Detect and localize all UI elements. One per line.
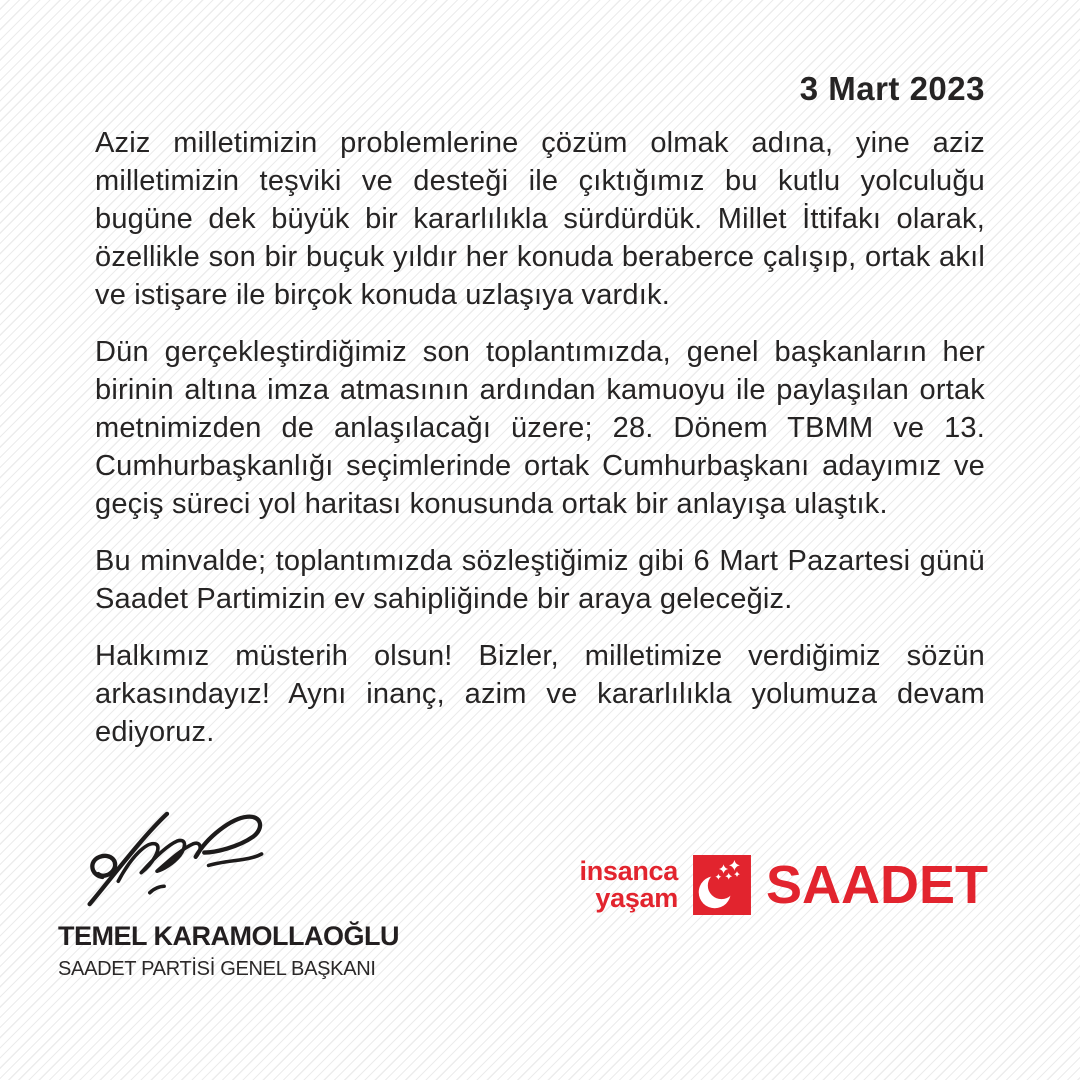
party-wordmark: SAADET xyxy=(765,855,988,915)
signature-block xyxy=(58,795,399,981)
party-logo xyxy=(580,855,988,915)
date: 3 Mart 2023 xyxy=(799,70,985,107)
signature-icon xyxy=(81,795,296,913)
logo-slogan xyxy=(580,858,678,912)
statement-body xyxy=(95,124,985,770)
paragraph-3: Bu minvalde; toplantımızda sözleştiğimiz gibi 6 Mart Pazartesi günü Saadet Partimizin ev sahipliğinde bir araya geleceğiz. xyxy=(95,545,985,615)
crescent-stars-icon xyxy=(693,855,751,915)
signatory-title: SAADET PARTİSİ GENEL BAŞKANI xyxy=(58,958,376,980)
logo-slogan-line1: insanca xyxy=(579,856,678,886)
logo-slogan-line2: yaşam xyxy=(595,883,678,913)
paragraph-2: Dün gerçekleştirdiğimiz son toplantımızda, genel başkanların her birinin altına imza atmasının ardından kamuoyu ile paylaşılan ortak metnimizden de anlaşılacağı üzere; 28. Dönem TBMM ve 13. Cumhurbaşkanlığı seçimlerinde ortak Cumhurbaşkanı adayımız ve geçiş süreci yol haritası konusunda ortak bir anlayışa ulaştık. xyxy=(95,336,985,520)
paragraph-4: Halkımız müsterih olsun! Bizler, milletimize verdiğimiz sözün arkasındayız! Aynı inanç, azim ve kararlılıkla yolumuza devam ediyoruz. xyxy=(95,640,985,748)
signatory-name: TEMEL KARAMOLLAOĞLU xyxy=(58,921,399,951)
paragraph-1: Aziz milletimizin problemlerine çözüm olmak adına, yine aziz milletimizin teşviki ve desteği ile çıktığımız bu kutlu yolculuğu bugüne dek büyük bir kararlılıkla sürdürdük. Millet İttifakı olarak, özellikle son bir buçuk yıldır her konuda beraberce çalışıp, ortak akıl ve istişare ile birçok konuda uzlaşıya vardık. xyxy=(95,127,985,311)
